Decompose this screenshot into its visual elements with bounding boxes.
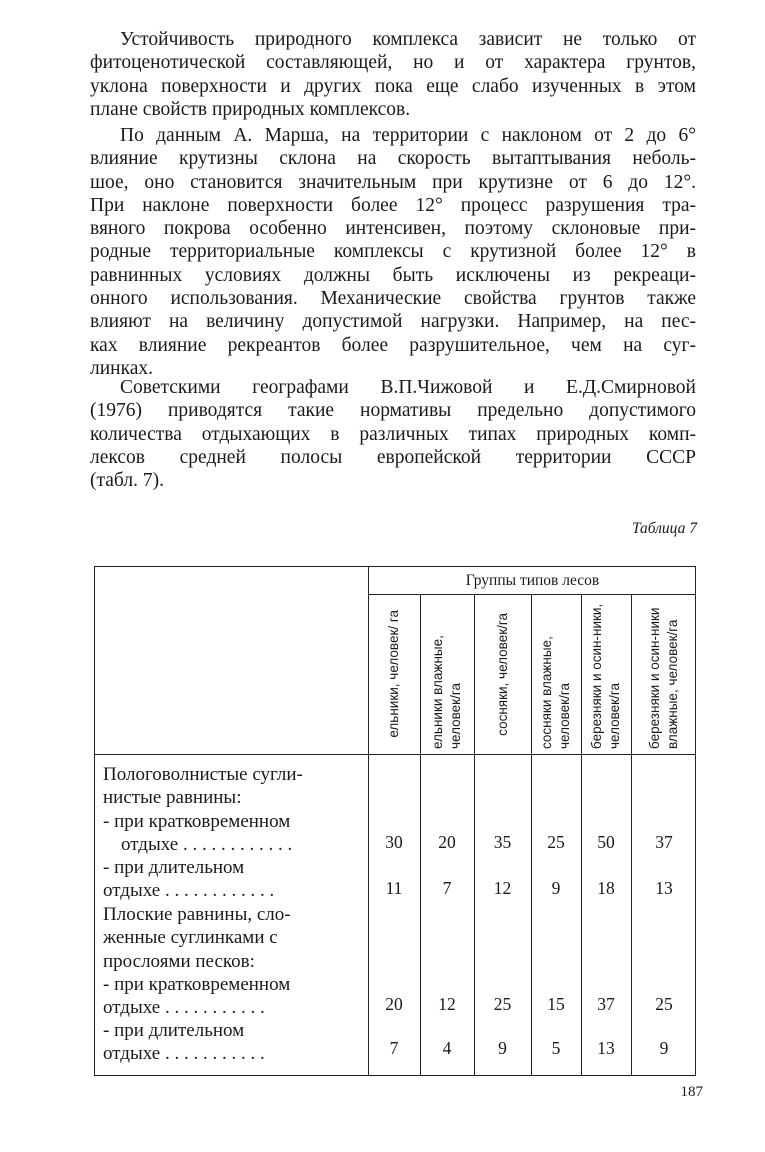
row-label bbox=[103, 903, 368, 1019]
row-label-line: отдыхе . . . . . . . . . . . bbox=[103, 997, 265, 1019]
text-line: (табл. 7). bbox=[90, 470, 164, 492]
table-cell: 9 bbox=[659, 1038, 669, 1058]
column-header bbox=[631, 594, 697, 754]
column-header bbox=[368, 594, 420, 754]
table-cell: 7 bbox=[389, 1038, 399, 1058]
text-line: уклона поверхности и других пока еще слабо изученных в этом bbox=[90, 75, 696, 97]
row-label-line: отдыхе . . . . . . . . . . . bbox=[103, 1043, 265, 1065]
table-cell: 11 bbox=[385, 878, 403, 898]
table-cell: 50 bbox=[597, 832, 615, 852]
text-line: вяного покрова особенно интенсивен, поэтому склоновые при- bbox=[90, 218, 696, 240]
row-label-line: нистые равнины: bbox=[103, 787, 242, 809]
text-line: онного использования. Механические свойства грунтов также bbox=[90, 288, 696, 310]
paragraph-3 bbox=[90, 376, 696, 492]
group-header: Группы типов лесов bbox=[465, 572, 600, 589]
table-cell: 13 bbox=[597, 1038, 615, 1058]
text-line: влияние крутизны склона на скорость вытаптывания неболь- bbox=[90, 148, 696, 170]
table-cell: 25 bbox=[547, 832, 565, 852]
row-label bbox=[103, 1019, 368, 1066]
row-label-line: отдыхе . . . . . . . . . . . . bbox=[103, 880, 275, 902]
row-label-line: - при длительном bbox=[103, 857, 245, 878]
text-line: лексов средней полосы европейской территории СССР bbox=[90, 446, 696, 468]
column-header bbox=[581, 594, 631, 754]
table-cell: 37 bbox=[655, 832, 673, 852]
table-cell: 15 bbox=[547, 994, 565, 1014]
column-header bbox=[531, 594, 581, 754]
text-line: Устойчивость природного комплекса зависит не только от bbox=[120, 29, 696, 50]
table-cell: 12 bbox=[438, 994, 456, 1014]
row-label-line: - при кратковременном bbox=[103, 810, 291, 832]
column-header-label: сосняки, человек/га bbox=[494, 612, 510, 736]
column-header-label: сосняки влажные, человек/га bbox=[539, 636, 572, 749]
row-label bbox=[103, 763, 368, 856]
paragraph-1 bbox=[90, 28, 696, 121]
column-header bbox=[420, 594, 474, 754]
text-line: При наклоне поверхности более 12° процесс разрушения тра- bbox=[90, 194, 696, 216]
forest-norms-table bbox=[94, 566, 696, 1076]
table-cell: 9 bbox=[498, 1038, 507, 1058]
table-cell: 30 bbox=[385, 832, 403, 852]
table-cell: 18 bbox=[597, 878, 615, 898]
column-header-label: березняки и осин-ники, человек/га bbox=[589, 603, 622, 749]
text-line: родные территориальные комплексы с крутизной более 12° в bbox=[90, 241, 696, 263]
row-label-line: - при кратковременном bbox=[103, 973, 291, 995]
text-line: (1976) приводятся такие нормативы предельно допустимого bbox=[90, 400, 696, 422]
table-cell: 12 bbox=[493, 878, 512, 898]
text-line: Советскими географами В.П.Чижовой и Е.Д.Смирновой bbox=[120, 377, 696, 398]
row-label-line: - при длительном bbox=[103, 1020, 245, 1041]
table-cell: 35 bbox=[493, 832, 512, 852]
row-label-line: женные суглинками с bbox=[103, 927, 278, 949]
column-header bbox=[474, 594, 531, 754]
text-line: плане свойств природных комплексов. bbox=[90, 98, 411, 120]
text-line: По данным А. Марша, на территории с наклоном от 2 до 6° bbox=[120, 125, 696, 146]
column-header-label: березняки и осин-ники влажные, человек/га bbox=[647, 607, 680, 749]
row-label-line: Плоские равнины, сло- bbox=[103, 904, 291, 925]
table-cell: 5 bbox=[551, 1038, 561, 1058]
column-header-label: ельники, человек/ га bbox=[386, 610, 401, 738]
text-line: фитоценотической составляющей, но и от характера грунтов, bbox=[90, 52, 696, 74]
table-cell: 20 bbox=[438, 832, 456, 852]
text-line: влияют на величину допустимой нагрузки. Например, на пес- bbox=[90, 311, 696, 333]
table-cell: 25 bbox=[655, 994, 673, 1014]
row-label-line: Пологоволнистые сугли- bbox=[103, 764, 303, 785]
text-line: количества отдыхающих в различных типах природных комп- bbox=[90, 423, 696, 445]
table-cell: 7 bbox=[442, 878, 452, 898]
table-cell: 25 bbox=[493, 994, 512, 1014]
table-cell: 13 bbox=[655, 878, 673, 898]
paragraph-2 bbox=[90, 124, 696, 380]
table-divider bbox=[95, 754, 695, 755]
table-cell: 20 bbox=[385, 994, 403, 1014]
row-label-line: прослоями песков: bbox=[103, 950, 255, 972]
text-line: линках. bbox=[90, 357, 154, 379]
table-cell: 9 bbox=[551, 878, 561, 898]
text-line: ках влияние рекреантов более разрушительное, чем на суг- bbox=[90, 334, 696, 356]
text-line: равнинных условиях должны быть исключены из рекреаци- bbox=[90, 264, 696, 286]
table-cell: 4 bbox=[442, 1038, 452, 1058]
column-header-label: ельники влажные, человек/га bbox=[430, 635, 463, 749]
text-line: шое, оно становится значительным при крутизне от 6 до 12°. bbox=[90, 171, 696, 193]
row-label bbox=[103, 856, 368, 903]
row-label-line: отдыхе . . . . . . . . . . . . bbox=[121, 833, 293, 855]
table-cell: 37 bbox=[597, 994, 615, 1014]
page-number: 187 bbox=[680, 1084, 703, 1100]
table-caption: Таблица 7 bbox=[631, 520, 697, 537]
